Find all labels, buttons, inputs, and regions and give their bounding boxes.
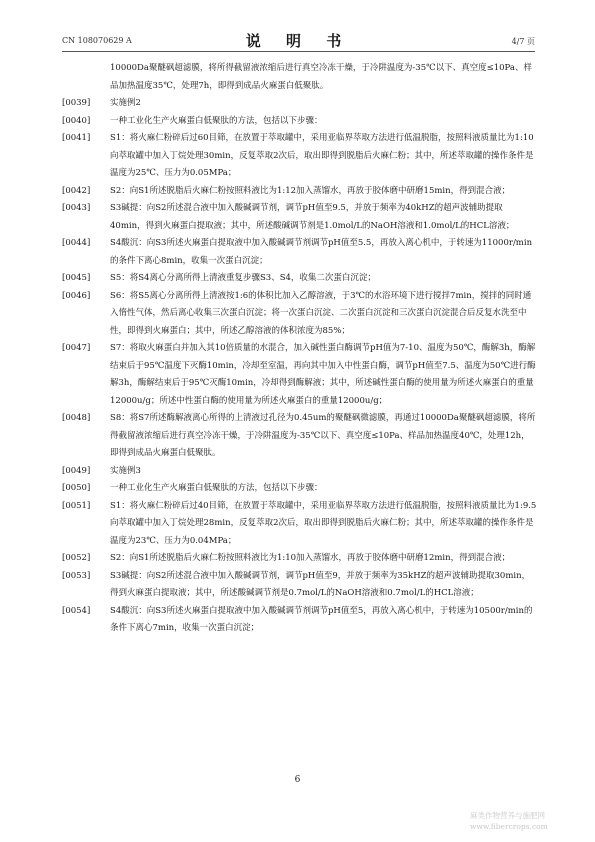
paragraph <box>62 568 537 603</box>
paragraph-number: [0047] <box>62 343 91 353</box>
paragraph <box>62 480 537 498</box>
paragraph <box>62 95 537 113</box>
paragraph-number: [0039] <box>62 98 91 108</box>
paragraph-number: [0043] <box>62 203 91 213</box>
paragraph <box>62 60 537 95</box>
paragraph-number: [0052] <box>62 553 91 563</box>
paragraph-number: [0054] <box>62 605 91 616</box>
paragraph <box>62 288 537 341</box>
paragraph-number: [0046] <box>62 290 91 301</box>
paragraph-text: S5：将S4离心分离所得上清液重复步骤S3、S4，收集二次蛋白沉淀； <box>110 273 376 283</box>
paragraph <box>62 113 537 131</box>
paragraph-number: [0048] <box>62 413 91 423</box>
watermark-line: 麻类作物营养与施肥网 <box>470 811 545 820</box>
paragraph-number: [0045] <box>62 273 91 283</box>
paragraph-text: S7：将取火麻蛋白并加入其10倍质量的水混合，加入碱性蛋白酶调节pH值为7-10、温度为50℃，酶解3h，酶解结束后于95℃温度下灭酶10min，冷却至室温，再向其中加入中性蛋白酶，调节pH值至7.5、温度为50℃进行酶解3h，酶解结束后于95℃灭酶10min，冷却得到酶解液；其中，所述碱性蛋白酶的使用量为所述火麻蛋白的重量12000u/g；所述中性蛋白酶的使用量为所述火麻蛋白的重量12000u/g； <box>110 343 536 406</box>
paragraph-text: 一种工业化生产火麻蛋白低聚肽的方法，包括以下步骤： <box>110 115 323 126</box>
paragraph-number: [0041] <box>62 133 91 143</box>
paragraph-text: S2：向S1所述脱脂后火麻仁粉按照料液比为1:10加入蒸馏水，再放于胶体磨中研磨12min，得到混合液； <box>110 553 511 563</box>
paragraph-number: [0040] <box>62 115 91 126</box>
paragraph-text: S2：向S1所述脱脂后火麻仁粉按照料液比为1:12加入蒸馏水，再放于胶体磨中研磨15min，得到混合液； <box>110 185 511 196</box>
paragraph-text: S3碱提：向S2所述混合液中加入酸碱调节剂，调节pH值至9，并放于频率为35kHZ的超声波辅助提取30min，得到火麻蛋白提取液；其中，所述酸碱调节剂是0.7mol/L的NaOH溶液和0.7mol/L的HCL溶液； <box>110 570 531 598</box>
paragraph-text: S3碱提：向S2所述混合液中加入酸碱调节剂，调节pH值至9.5，并放于频率为40kHZ的超声波辅助提取40min，得到火麻蛋白提取液；其中，所述酸碱调节剂是1.0mol/L的NaOH溶液和1.0mol/L的HCL溶液； <box>110 203 515 231</box>
header-rule <box>62 51 535 52</box>
paragraph <box>62 463 537 481</box>
paragraph <box>62 603 537 638</box>
paragraph-number: [0053] <box>62 570 91 581</box>
paragraph-text: S1：将火麻仁粉碎后过60目筛，在放置于萃取罐中，采用亚临界萃取方法进行低温脱脂，按照料液质量比为1:10向萃取罐中加入丁烷处理30min，反复萃取2次后，取出即得到脱脂后火麻仁粉；其中，所述萃取罐的操作条件是温度为25℃、压力为0.05MPa； <box>110 133 534 178</box>
paragraph-text: 实施例3 <box>110 465 141 476</box>
page-number: 6 <box>294 775 301 785</box>
paragraph <box>62 498 537 551</box>
paragraph-number: [0049] <box>62 465 91 476</box>
page-ratio: 4/7 页 <box>511 37 535 46</box>
document-body <box>62 60 537 638</box>
paragraph-text: S8：将S7所述酶解液离心所得的上清液过孔径为0.45um的聚醚砜微滤膜，再通过10000Da聚醚砜超滤膜，将所得截留液浓缩后进行真空冷冻干燥，于冷阱温度为-35℃以下、真空度≤10Pa、样品加热温度40℃，处理12h，即得到成品火麻蛋白低聚肽。 <box>110 413 536 458</box>
watermark <box>470 810 590 832</box>
paragraph-number: [0050] <box>62 483 91 493</box>
paragraph <box>62 270 537 288</box>
paragraph-text: S1：将火麻仁粉碎后过40目筛，在放置于萃取罐中，采用亚临界萃取方法进行低温脱脂，按照料液质量比为1:9.5向萃取罐中加入丁烷处理28min，反复萃取2次后，取出即得到脱脂后火麻仁粉；其中，所述萃取罐的操作条件是温度为23℃、压力为0.04MPa； <box>110 500 537 546</box>
paragraph-text: 实施例2 <box>110 98 141 108</box>
paragraph-text: S4酸沉：向S3所述火麻蛋白提取液中加入酸碱调节剂调节pH值至5，再放入离心机中，于转速为10500r/min的条件下离心7min，收集一次蛋白沉淀； <box>110 605 533 633</box>
paragraph-text: 10000Da聚醚砜超滤膜，将所得截留液浓缩后进行真空冷冻干燥，于冷阱温度为-35℃以下、真空度≤10Pa、样品加热温度35℃，处理7h，即得到成品火麻蛋白低聚肽。 <box>110 63 532 91</box>
paragraph <box>62 200 537 235</box>
page-header <box>62 30 535 50</box>
paragraph <box>62 410 537 463</box>
paragraph-number: [0044] <box>62 238 91 248</box>
paragraph-number: [0051] <box>62 500 91 511</box>
paragraph <box>62 340 537 410</box>
paragraph-text: S6：将S5离心分离所得上清液按1:6的体积比加入乙醇溶液，于3℃的水浴环境下进行搅拌7min，搅拌的同时通入惰性气体，然后离心收集三次蛋白沉淀；将一次蛋白沉淀、二次蛋白沉淀和三次蛋白沉淀混合后反复水洗至中性，即得到火麻蛋白；其中，所述乙醇溶液的体积浓度为85%； <box>110 290 532 336</box>
paragraph-number: [0042] <box>62 185 91 196</box>
paragraph <box>62 550 537 568</box>
paragraph-text: 一种工业化生产火麻蛋白低聚肽的方法，包括以下步骤： <box>110 483 323 493</box>
watermark-url: www.fibercrops.com <box>470 822 548 831</box>
paragraph <box>62 183 537 201</box>
paragraph <box>62 235 537 270</box>
paragraph-text: S4酸沉：向S3所述火麻蛋白提取液中加入酸碱调节剂调节pH值至5.5，再放入离心机中，于转速为11000r/min的条件下离心8min，收集一次蛋白沉淀； <box>110 238 533 266</box>
paragraph <box>62 130 537 183</box>
doc-number: CN 108070629 A <box>62 36 132 45</box>
doc-title: 说 明 书 <box>245 32 352 50</box>
